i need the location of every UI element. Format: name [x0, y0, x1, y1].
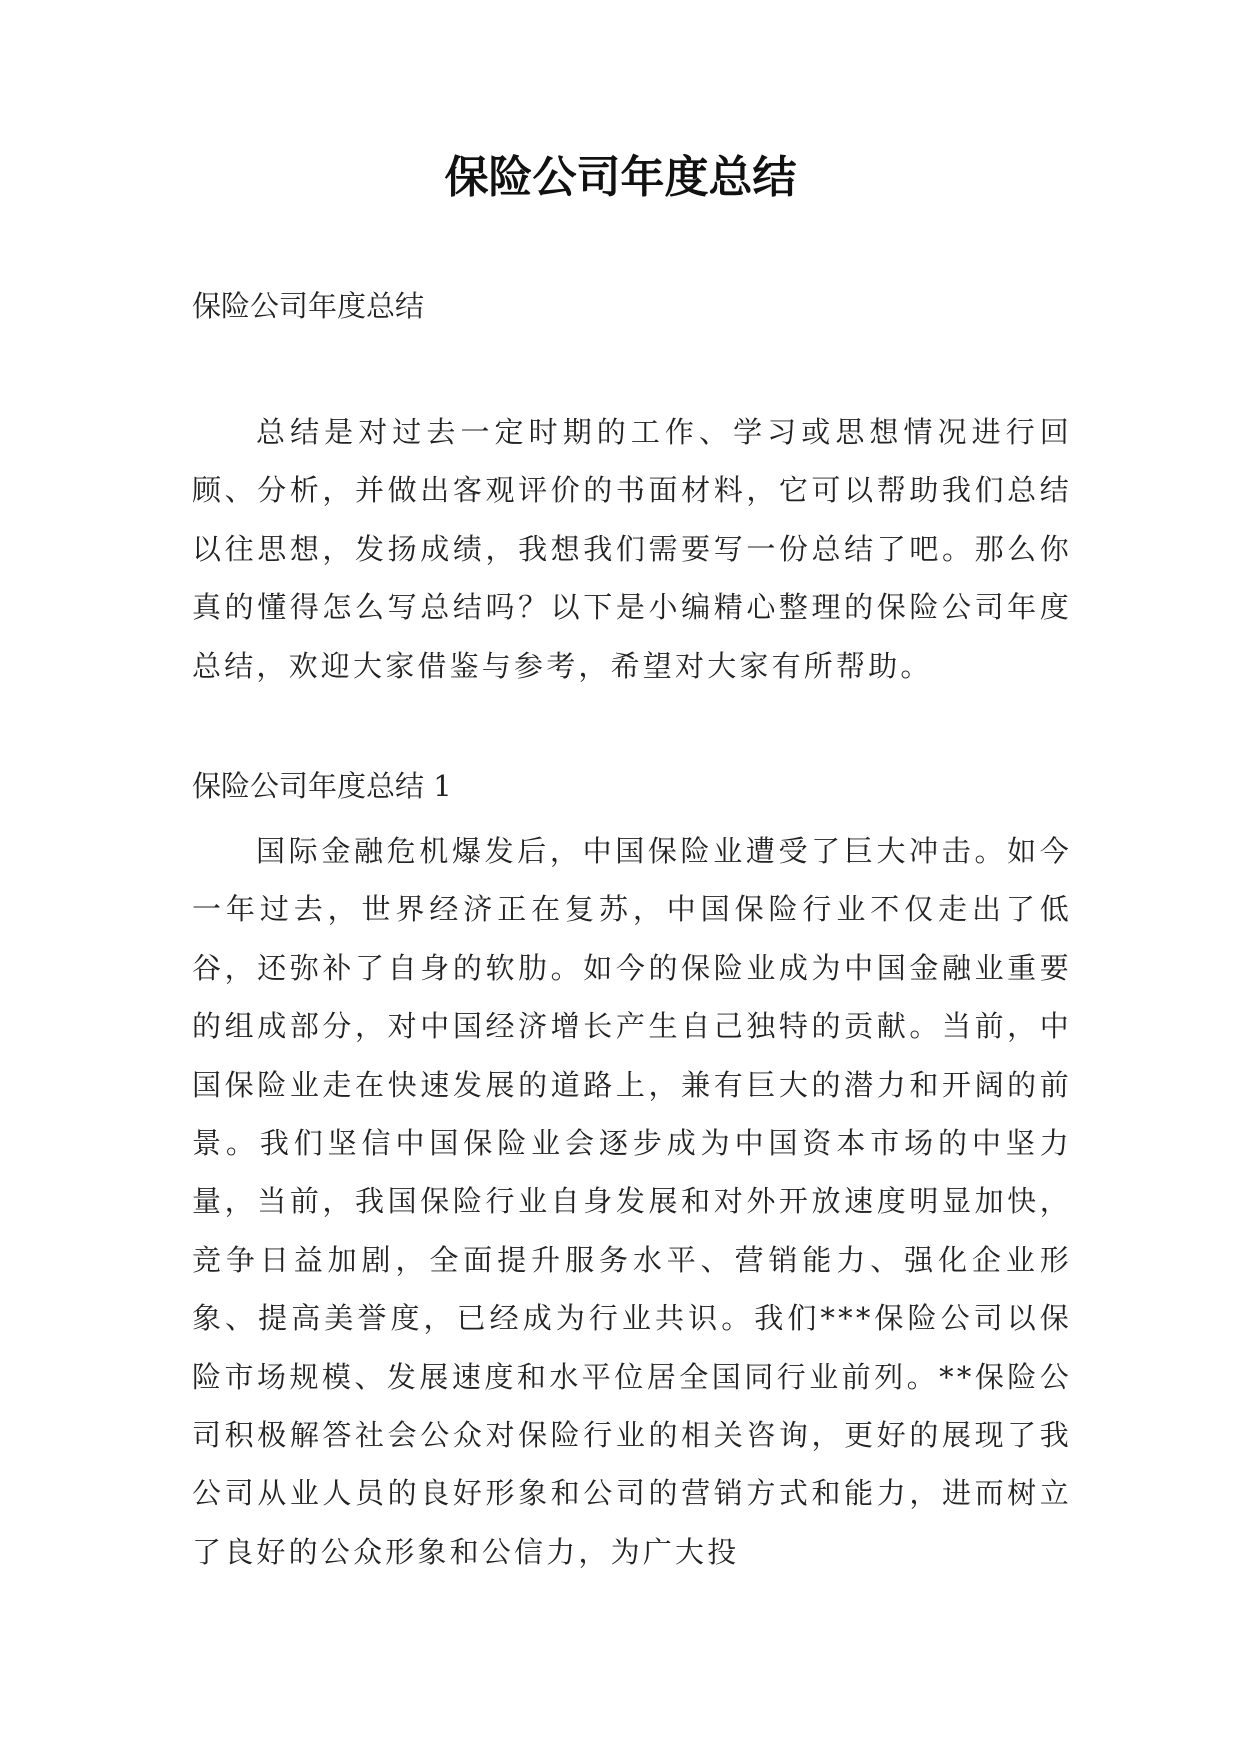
document-subtitle: 保险公司年度总结: [192, 289, 425, 323]
document-title: 保险公司年度总结: [444, 152, 797, 203]
intro-paragraph: 总结是对过去一定时期的工作、学习或思想情况进行回顾、分析，并做出客观评价的书面材料，它可以帮助我们总结以往思想，发扬成绩，我想我们需要写一份总结了吧。那么你真的懂得怎么写总结吗？以下是小编精心整理的保险公司年度总结，欢迎大家借鉴与参考，希望对大家有所帮助。: [192, 415, 1072, 683]
section-1-paragraph: 国际金融危机爆发后，中国保险业遭受了巨大冲击。如今一年过去，世界经济正在复苏，中国保险行业不仅走出了低谷，还弥补了自身的软肋。如今的保险业成为中国金融业重要的组成部分，对中国经济增长产生自己独特的贡献。当前，中国保险业走在快速发展的道路上，兼有巨大的潜力和开阔的前景。我们坚信中国保险业会逐步成为中国资本市场的中坚力量，当前，我国保险行业自身发展和对外开放速度明显加快，竞争日益加剧，全面提升服务水平、营销能力、强化企业形象、提高美誉度，已经成为行业共识。我们***保险公司以保险市场规模、发展速度和水平位居全国同行业前列。**保险公司积极解答社会公众对保险行业的相关咨询，更好的展现了我公司从业人员的良好形象和公司的营销方式和能力，进而树立了良好的公众形象和公信力，为广大投: [192, 834, 1072, 1569]
section-heading-1: 保险公司年度总结 1: [192, 769, 452, 803]
